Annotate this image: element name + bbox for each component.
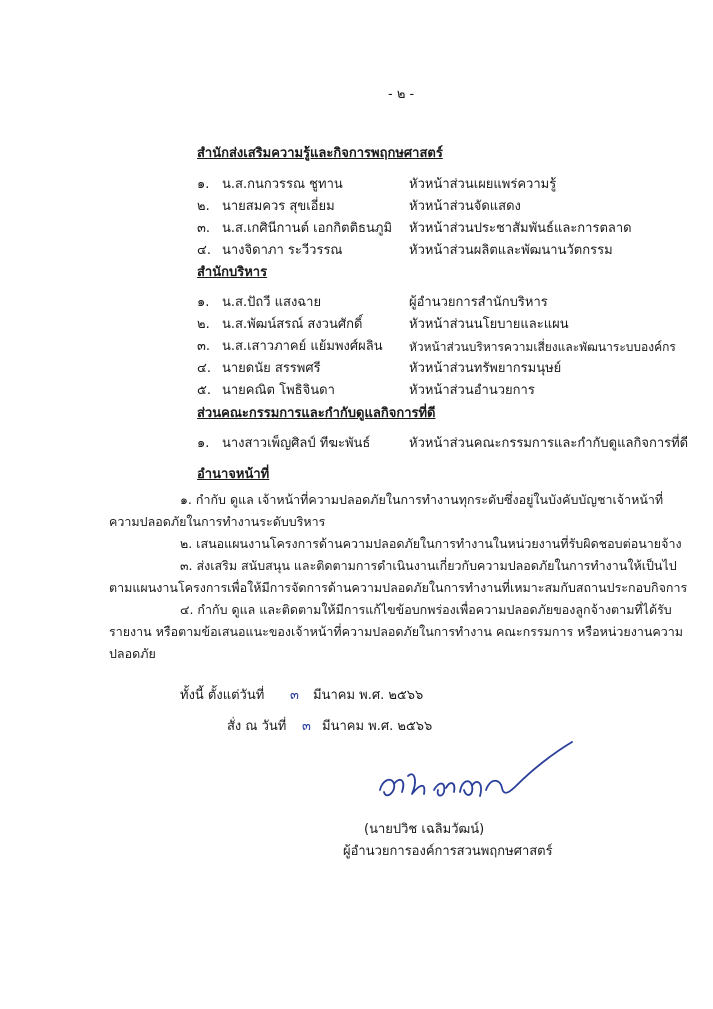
duty-paragraph-cont: ตามแผนงานโครงการเพื่อให้มีการจัดการด้านความปลอดภัยในการทำงานที่เหมาะสมกับสถานประกอบกิจการ xyxy=(109,580,688,595)
person-name: น.ส.กนกวรรณ ชูทาน xyxy=(222,177,343,192)
duty-paragraph: ๓. ส่งเสริม สนับสนุน และติดตามการดำเนินงานเกี่ยวกับความปลอดภัยในการทำงานให้เป็นไป xyxy=(180,558,677,573)
list-item-number: ๓. xyxy=(197,339,211,354)
list-item-number: ๑. xyxy=(197,177,210,192)
section-title: ส่วนคณะกรรมการและกำกับดูแลกิจการที่ดี xyxy=(197,406,436,421)
list-item-number: ๔. xyxy=(197,361,211,376)
person-name: นางสาวเพ็ญศิลป์ ทีฆะพันธ์ xyxy=(222,436,371,451)
person-name: น.ส.พัฒน์สรณ์ สงวนศักดิ์ xyxy=(222,317,363,332)
signer-title: ผู้อำนวยการองค์การสวนพฤกษศาสตร์ xyxy=(343,844,553,859)
person-position: หัวหน้าส่วนจัดแสดง xyxy=(409,199,521,214)
effective-date-day: ๓ xyxy=(290,688,299,703)
person-position: หัวหน้าส่วนประชาสัมพันธ์และการตลาด xyxy=(409,221,632,236)
person-position: หัวหน้าส่วนผลิตและพัฒนานวัตกรรม xyxy=(409,243,613,258)
person-name: นายดนัย สรรพศรี xyxy=(222,361,321,376)
list-item-number: ๕. xyxy=(197,383,211,398)
person-position: ผู้อำนวยการสำนักบริหาร xyxy=(409,295,548,310)
duty-paragraph-cont: รายงาน หรือตามข้อเสนอแนะของเจ้าหน้าที่ความปลอดภัยในการทำงาน คณะกรรมการ หรือหน่วยงานความ xyxy=(109,624,684,639)
list-item-number: ๑. xyxy=(197,436,210,451)
duty-paragraph-cont: ปลอดภัย xyxy=(109,646,156,661)
ordered-date-day: ๓ xyxy=(302,719,311,734)
duty-paragraph: ๒. เสนอแผนงานโครงการด้านความปลอดภัยในการทำงานในหน่วยงานที่รับผิดชอบต่อนายจ้าง xyxy=(180,536,682,551)
duty-paragraph-cont: ความปลอดภัยในการทำงานระดับบริหาร xyxy=(109,514,326,529)
person-name: น.ส.เสาวภาคย์ แย้มพงศ์ผลิน xyxy=(222,339,383,354)
person-name: นางจิดาภา ระวีวรรณ xyxy=(222,243,343,258)
person-position: หัวหน้าส่วนบริหารความเสี่ยงและพัฒนาระบบองค์กร xyxy=(409,340,676,354)
person-position: หัวหน้าส่วนเผยแพร่ความรู้ xyxy=(409,177,557,192)
duty-paragraph: ๔. กำกับ ดูแล และติดตามให้มีการแก้ไขข้อบกพร่องเพื่อความปลอดภัยของลูกจ้างตามที่ได้รับ xyxy=(180,602,672,617)
list-item-number: ๒. xyxy=(197,199,210,214)
person-position: หัวหน้าส่วนอำนวยการ xyxy=(409,383,535,398)
person-name: น.ส.เกศินีกานต์ เอกกิตติธนภูมิ xyxy=(222,221,393,236)
person-position: หัวหน้าส่วนนโยบายและแผน xyxy=(409,317,569,332)
ordered-date-prefix: สั่ง ณ วันที่ xyxy=(227,719,287,734)
list-item-number: ๒. xyxy=(197,317,210,332)
effective-date-prefix: ทั้งนี้ ตั้งแต่วันที่ xyxy=(180,688,265,703)
page-number: - ๒ - xyxy=(388,87,415,102)
duty-paragraph: ๑. กำกับ ดูแล เจ้าหน้าที่ความปลอดภัยในการทำงานทุกระดับซึ่งอยู่ในบังคับบัญชาเจ้าหน้าที่ xyxy=(180,492,664,507)
list-item-number: ๑. xyxy=(197,295,210,310)
duties-title: อำนาจหน้าที่ xyxy=(197,467,270,482)
person-position: หัวหน้าส่วนทรัพยากรมนุษย์ xyxy=(409,361,562,376)
section-title: สำนักส่งเสริมความรู้และกิจการพฤกษศาสตร์ xyxy=(197,146,443,161)
list-item-number: ๔. xyxy=(197,243,211,258)
person-name: นายสมควร สุขเอี่ยม xyxy=(222,199,335,214)
person-name: นายคณิต โพธิจินดา xyxy=(222,383,335,398)
person-position: หัวหน้าส่วนคณะกรรมการและกำกับดูแลกิจการที่ดี xyxy=(409,436,689,451)
section-title: สำนักบริหาร xyxy=(197,265,268,280)
signer-name: (นายปวิช เฉลิมวัฒน์) xyxy=(364,822,485,837)
effective-date-suffix: มีนาคม พ.ศ. ๒๕๖๖ xyxy=(313,688,424,703)
list-item-number: ๓. xyxy=(197,221,211,236)
person-name: น.ส.ปัถวี แสงฉาย xyxy=(222,295,322,310)
signature-image xyxy=(372,740,582,820)
ordered-date-suffix: มีนาคม พ.ศ. ๒๕๖๖ xyxy=(322,719,433,734)
